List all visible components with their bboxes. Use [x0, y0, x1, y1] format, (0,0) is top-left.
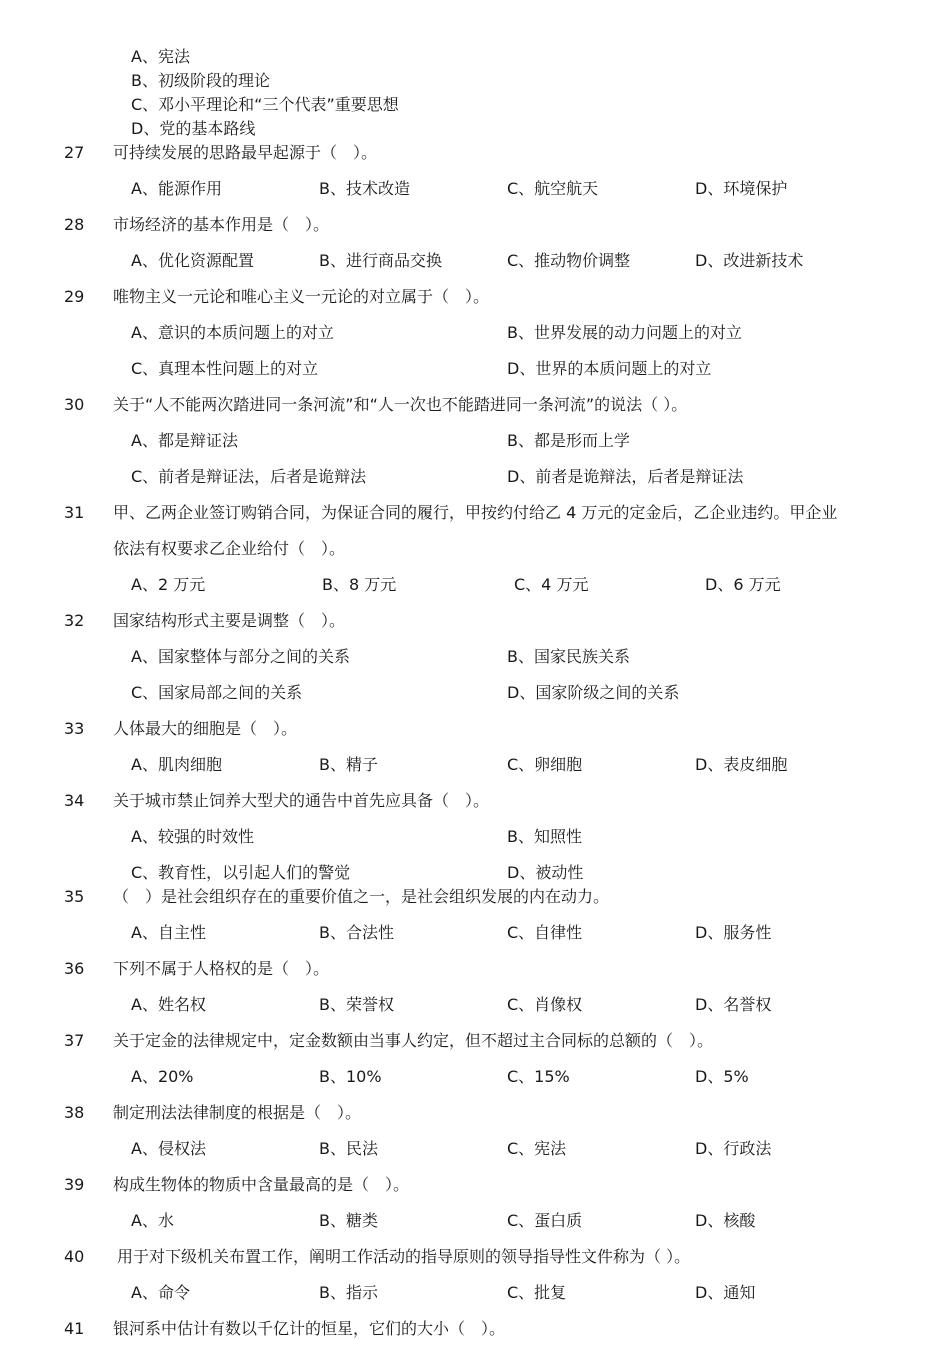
option-b: B、荣誉权 — [319, 995, 394, 1014]
option-d: D、5% — [695, 1067, 749, 1086]
question-number: 34 — [64, 791, 85, 810]
option-b: B、知照性 — [507, 827, 582, 846]
option-d: D、核酸 — [695, 1211, 756, 1230]
question-text: 关于定金的法律规定中，定金数额由当事人约定，但不超过主合同标的总额的（ ）。 — [113, 1031, 714, 1050]
option-c: C、蛋白质 — [507, 1211, 583, 1230]
question-number: 29 — [64, 287, 85, 306]
intro-option-c: C、邓小平理论和“三个代表”重要思想 — [131, 95, 399, 114]
option-a: A、意识的本质问题上的对立 — [131, 323, 334, 342]
question-text: 市场经济的基本作用是（ ）。 — [113, 215, 330, 234]
option-a: A、肌肉细胞 — [131, 755, 222, 774]
option-c: C、肖像权 — [507, 995, 583, 1014]
option-c: C、教育性，以引起人们的警觉 — [131, 863, 351, 882]
option-a: A、命令 — [131, 1283, 190, 1302]
question-number: 41 — [64, 1319, 85, 1338]
option-c: C、前者是辩证法，后者是诡辩法 — [131, 467, 367, 486]
question-number: 38 — [64, 1103, 85, 1122]
question-number: 31 — [64, 503, 85, 522]
question-text: 可持续发展的思路最早起源于（ ）。 — [113, 143, 378, 162]
question-text: 银河系中估计有数以千亿计的恒星，它们的大小（ ）。 — [113, 1319, 506, 1338]
option-b: B、10% — [319, 1067, 382, 1086]
option-a: A、水 — [131, 1211, 174, 1230]
option-b: B、国家民族关系 — [507, 647, 630, 666]
intro-option-b: B、初级阶段的理论 — [131, 71, 270, 90]
question-text: 人体最大的细胞是（ ）。 — [113, 719, 298, 738]
question-number: 28 — [64, 215, 85, 234]
option-c: C、宪法 — [507, 1139, 567, 1158]
question-text: 关于城市禁止饲养大型犬的通告中首先应具备（ ）。 — [113, 791, 490, 810]
option-a: A、都是辩证法 — [131, 431, 238, 450]
option-d: D、行政法 — [695, 1139, 772, 1158]
intro-option-a: A、宪法 — [131, 47, 190, 66]
question-text: 下列不属于人格权的是（ ）。 — [113, 959, 330, 978]
option-b: B、8 万元 — [322, 575, 397, 594]
option-b: B、民法 — [319, 1139, 378, 1158]
option-c: C、自律性 — [507, 923, 583, 942]
question-number: 33 — [64, 719, 85, 738]
question-text: 关于“人不能两次踏进同一条河流”和“人一次也不能踏进同一条河流”的说法（ ）。 — [113, 395, 688, 414]
question-text: 用于对下级机关布置工作，阐明工作活动的指导原则的领导指导性文件称为（ ）。 — [117, 1247, 691, 1266]
question-text: 构成生物体的物质中含量最高的是（ ）。 — [113, 1175, 410, 1194]
question-text-continued: 依法有权要求乙企业给付（ ）。 — [113, 539, 346, 558]
option-d: D、表皮细胞 — [695, 755, 788, 774]
option-a: A、国家整体与部分之间的关系 — [131, 647, 350, 666]
option-d: D、改进新技术 — [695, 251, 804, 270]
option-b: B、世界发展的动力问题上的对立 — [507, 323, 742, 342]
option-c: C、15% — [507, 1067, 570, 1086]
question-text: （ ）是社会组织存在的重要价值之一，是社会组织发展的内在动力。 — [113, 887, 610, 906]
question-number: 30 — [64, 395, 85, 414]
option-c: C、卵细胞 — [507, 755, 583, 774]
option-c: C、国家局部之间的关系 — [131, 683, 303, 702]
option-c: C、推动物价调整 — [507, 251, 631, 270]
question-number: 37 — [64, 1031, 85, 1050]
option-b: B、糖类 — [319, 1211, 378, 1230]
option-a: A、能源作用 — [131, 179, 222, 198]
option-a: A、较强的时效性 — [131, 827, 254, 846]
option-b: B、进行商品交换 — [319, 251, 442, 270]
question-text: 唯物主义一元论和唯心主义一元论的对立属于（ ）。 — [113, 287, 490, 306]
option-b: B、都是形而上学 — [507, 431, 630, 450]
option-a: A、2 万元 — [131, 575, 206, 594]
option-b: B、技术改造 — [319, 179, 410, 198]
option-a: A、20% — [131, 1067, 194, 1086]
option-c: C、批复 — [507, 1283, 567, 1302]
question-number: 27 — [64, 143, 85, 162]
option-d: D、世界的本质问题上的对立 — [507, 359, 712, 378]
option-b: B、合法性 — [319, 923, 394, 942]
option-d: D、通知 — [695, 1283, 756, 1302]
question-number: 35 — [64, 887, 85, 906]
option-d: D、被动性 — [507, 863, 584, 882]
option-a: A、侵权法 — [131, 1139, 206, 1158]
question-number: 40 — [64, 1247, 85, 1266]
question-text: 制定刑法法律制度的根据是（ ）。 — [113, 1103, 362, 1122]
intro-option-d: D、党的基本路线 — [131, 119, 256, 138]
option-b: B、精子 — [319, 755, 378, 774]
option-a: A、自主性 — [131, 923, 206, 942]
option-d: D、前者是诡辩法，后者是辩证法 — [507, 467, 744, 486]
question-number: 39 — [64, 1175, 85, 1194]
option-d: D、国家阶级之间的关系 — [507, 683, 680, 702]
question-text: 国家结构形式主要是调整（ ）。 — [113, 611, 346, 630]
option-d: D、名誉权 — [695, 995, 772, 1014]
option-d: D、服务性 — [695, 923, 772, 942]
option-b: B、指示 — [319, 1283, 378, 1302]
question-number: 36 — [64, 959, 85, 978]
option-c: C、4 万元 — [514, 575, 589, 594]
question-number: 32 — [64, 611, 85, 630]
option-a: A、优化资源配置 — [131, 251, 254, 270]
option-d: D、6 万元 — [705, 575, 781, 594]
option-c: C、航空航天 — [507, 179, 599, 198]
option-c: C、真理本性问题上的对立 — [131, 359, 319, 378]
question-text: 甲、乙两企业签订购销合同，为保证合同的履行，甲按约付给乙 4 万元的定金后，乙企业违约。甲企业 — [113, 503, 838, 522]
option-d: D、环境保护 — [695, 179, 788, 198]
option-a: A、姓名权 — [131, 995, 206, 1014]
